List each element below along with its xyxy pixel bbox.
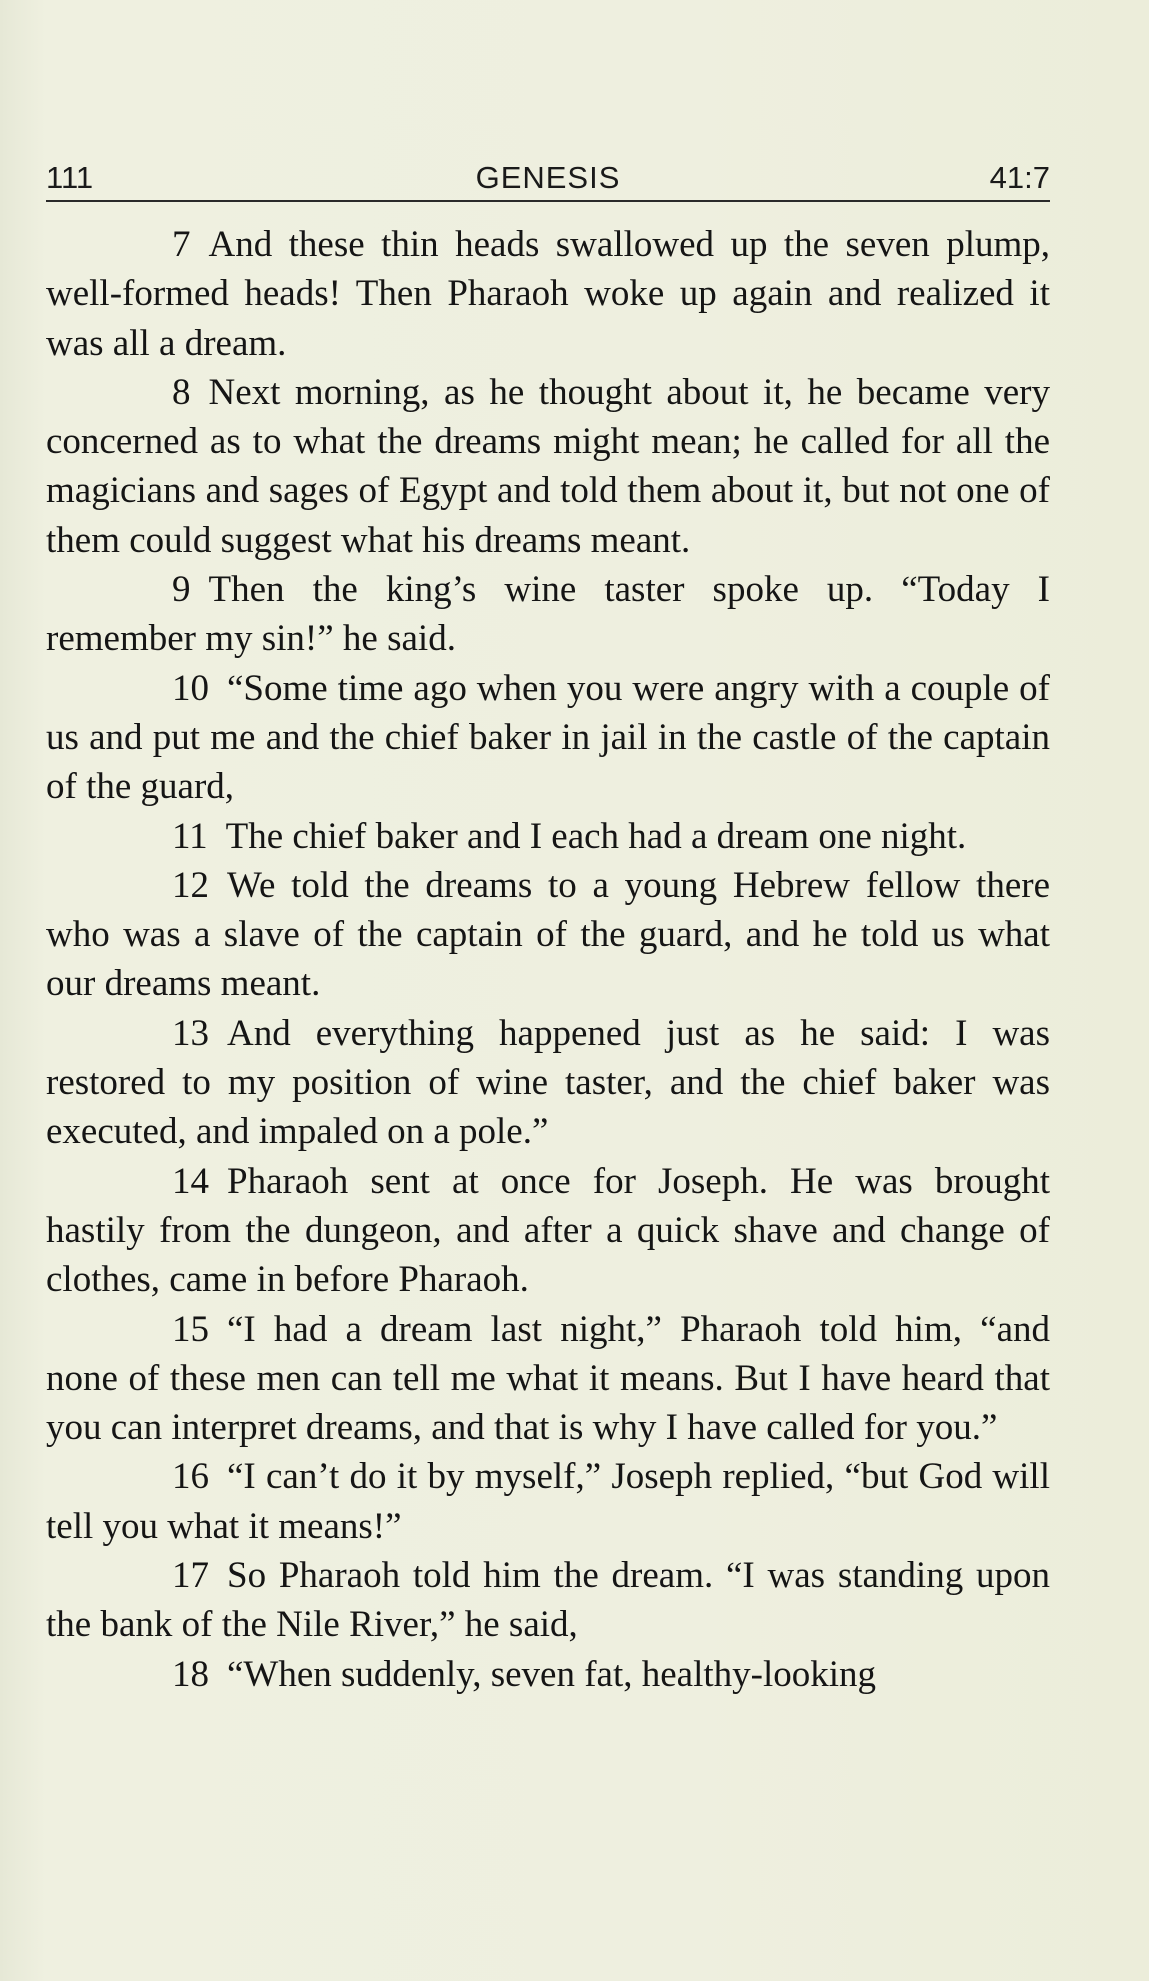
verse-number: 14 bbox=[172, 1160, 209, 1202]
verse-text: We told the dreams to a young Hebrew fellow there who was a slave of the captain of the guard, and he told us what our dreams meant. bbox=[46, 864, 1050, 1005]
verse-15 bbox=[46, 1305, 1050, 1453]
verse-text: “When suddenly, seven fat, healthy-looking bbox=[227, 1653, 877, 1695]
verse-number: 9 bbox=[172, 569, 191, 611]
verse-17 bbox=[46, 1551, 1050, 1650]
verse-12 bbox=[46, 861, 1050, 1009]
verse-9 bbox=[46, 565, 1050, 664]
verse-10 bbox=[46, 664, 1050, 812]
verse-number: 15 bbox=[172, 1308, 209, 1350]
page-number: 111 bbox=[46, 160, 94, 195]
verse-text: Next morning, as he thought about it, he became very concerned as to what the dreams might mean; he called for all the magicians and sages of Egypt and told them about it, but not one of them could suggest what his dreams meant. bbox=[46, 371, 1050, 561]
verse-number: 11 bbox=[172, 815, 208, 857]
verse-number: 7 bbox=[172, 224, 191, 265]
verse-14 bbox=[46, 1157, 1050, 1305]
verse-13 bbox=[46, 1009, 1050, 1157]
verse-number: 10 bbox=[172, 667, 209, 709]
verse-number: 8 bbox=[172, 371, 191, 413]
verse-8 bbox=[46, 368, 1050, 565]
verse-number: 17 bbox=[172, 1555, 209, 1597]
verse-text: Pharaoh sent at once for Joseph. He was brought hastily from the dungeon, and after a quick shave and change of clothes, came in before Pharaoh. bbox=[46, 1160, 1050, 1301]
book-title: GENESIS bbox=[475, 160, 621, 195]
verse-text: Then the king’s wine taster spoke up. “Today I remember my sin!” he said. bbox=[46, 569, 1050, 660]
verse-number: 12 bbox=[172, 864, 209, 906]
running-header bbox=[46, 160, 1050, 202]
verse-11 bbox=[46, 812, 1050, 861]
verse-text: And these thin heads swallowed up the seven plump, well-formed heads! Then Pharaoh woke up again and realized it was all a dream. bbox=[46, 224, 1050, 364]
verse-text: The chief baker and I each had a dream one night. bbox=[225, 815, 967, 857]
verse-7 bbox=[46, 220, 1050, 368]
verse-text: “I can’t do it by myself,” Joseph replied, “but God will tell you what it means!” bbox=[46, 1456, 1050, 1547]
verse-16 bbox=[46, 1452, 1050, 1551]
verse-text: And everything happened just as he said: I was restored to my position of wine taster, and the chief baker was executed, and impaled on a pole.” bbox=[46, 1012, 1050, 1153]
verse-number: 16 bbox=[172, 1456, 209, 1498]
verse-text: So Pharaoh told him the dream. “I was standing upon the bank of the Nile River,” he said, bbox=[46, 1555, 1050, 1646]
chapter-verse-reference: 41:7 bbox=[989, 160, 1050, 195]
verse-number: 13 bbox=[172, 1012, 209, 1054]
verse-number: 18 bbox=[172, 1653, 209, 1695]
verse-text: “Some time ago when you were angry with a couple of us and put me and the chief baker in jail in the castle of the captain of the guard, bbox=[46, 667, 1050, 808]
verse-18 bbox=[46, 1650, 1050, 1699]
scripture-text bbox=[46, 220, 1050, 1699]
verse-text: “I had a dream last night,” Pharaoh told him, “and none of these men can tell me what it means. But I have heard that you can interpret dreams, and that is why I have called for you.” bbox=[46, 1308, 1050, 1449]
